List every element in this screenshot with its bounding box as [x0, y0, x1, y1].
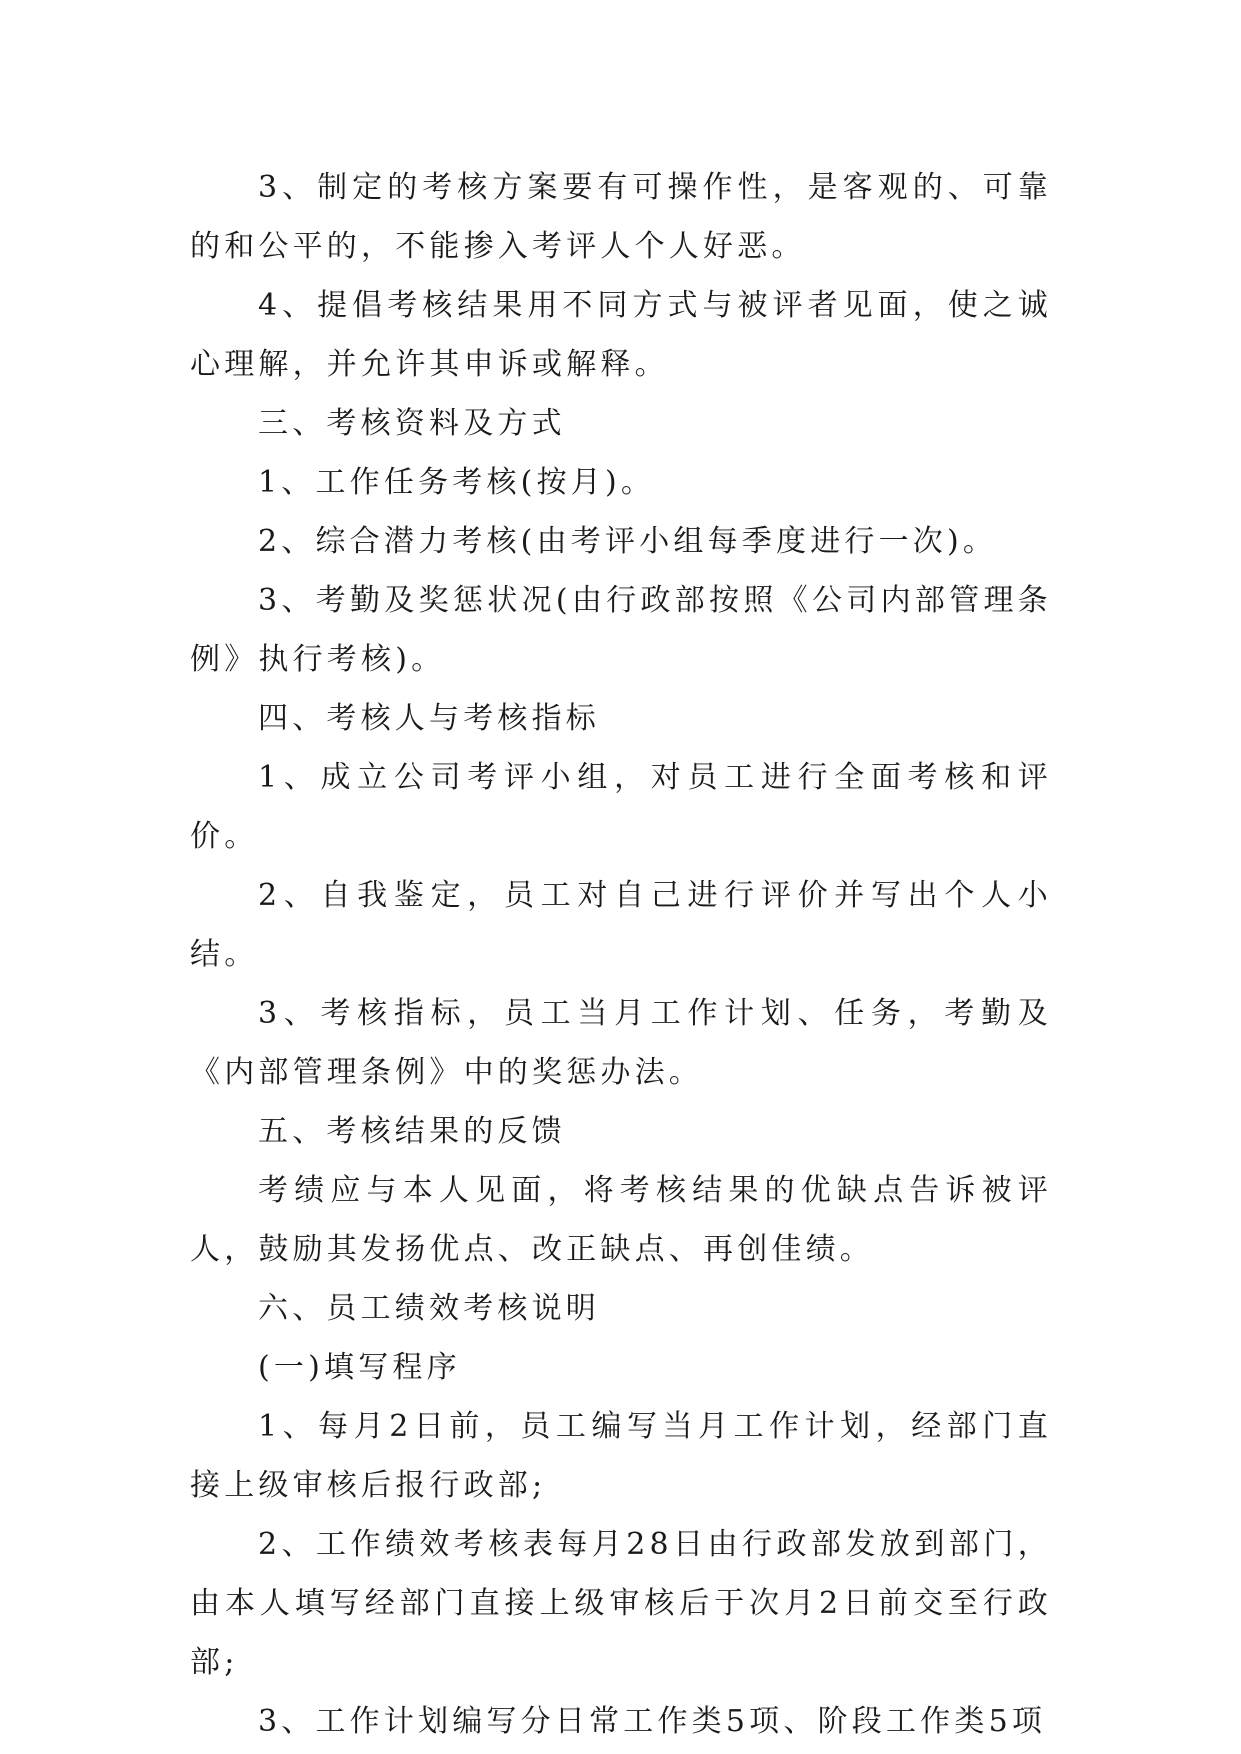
paragraph-feedback: 考绩应与本人见面，将考核结果的优缺点告诉被评人，鼓励其发扬优点、改正缺点、再创佳绩。: [190, 1173, 1052, 1267]
paragraph-content-1: 1、工作任务考核(按月)。: [258, 465, 656, 500]
paragraph-criteria-3: 3、制定的考核方案要有可操作性，是客观的、可靠的和公平的，不能掺入考评人个人好恶。: [190, 170, 1052, 264]
paragraph-assessor-3: 3、考核指标，员工当月工作计划、任务，考勤及《内部管理条例》中的奖惩办法。: [190, 996, 1052, 1090]
subsection-heading-1: (一)填写程序: [258, 1350, 461, 1385]
paragraph-procedure-3: 3、工作计划编写分日常工作类5项、阶段工作类5项: [258, 1704, 1047, 1739]
paragraph-assessor-2: 2、自我鉴定，员工对自己进行评价并写出个人小结。: [190, 878, 1052, 972]
paragraph-criteria-4: 4、提倡考核结果用不同方式与被评者见面，使之诚心理解，并允许其申诉或解释。: [190, 288, 1052, 382]
paragraph-procedure-1: 1、每月2日前，员工编写当月工作计划，经部门直接上级审核后报行政部;: [190, 1409, 1052, 1503]
document-body: [190, 158, 1052, 1751]
section-heading-4: 四、考核人与考核指标: [258, 701, 600, 736]
paragraph-content-3: 3、考勤及奖惩状况(由行政部按照《公司内部管理条例》执行考核)。: [190, 583, 1052, 677]
section-heading-6: 六、员工绩效考核说明: [258, 1291, 600, 1326]
paragraph-procedure-2: 2、工作绩效考核表每月28日由行政部发放到部门，由本人填写经部门直接上级审核后于次月2日前交至行政部;: [190, 1527, 1052, 1680]
section-heading-3: 三、考核资料及方式: [258, 406, 566, 441]
section-heading-5: 五、考核结果的反馈: [258, 1114, 566, 1149]
paragraph-assessor-1: 1、成立公司考评小组，对员工进行全面考核和评价。: [190, 760, 1052, 854]
paragraph-content-2: 2、综合潜力考核(由考评小组每季度进行一次)。: [258, 524, 998, 559]
